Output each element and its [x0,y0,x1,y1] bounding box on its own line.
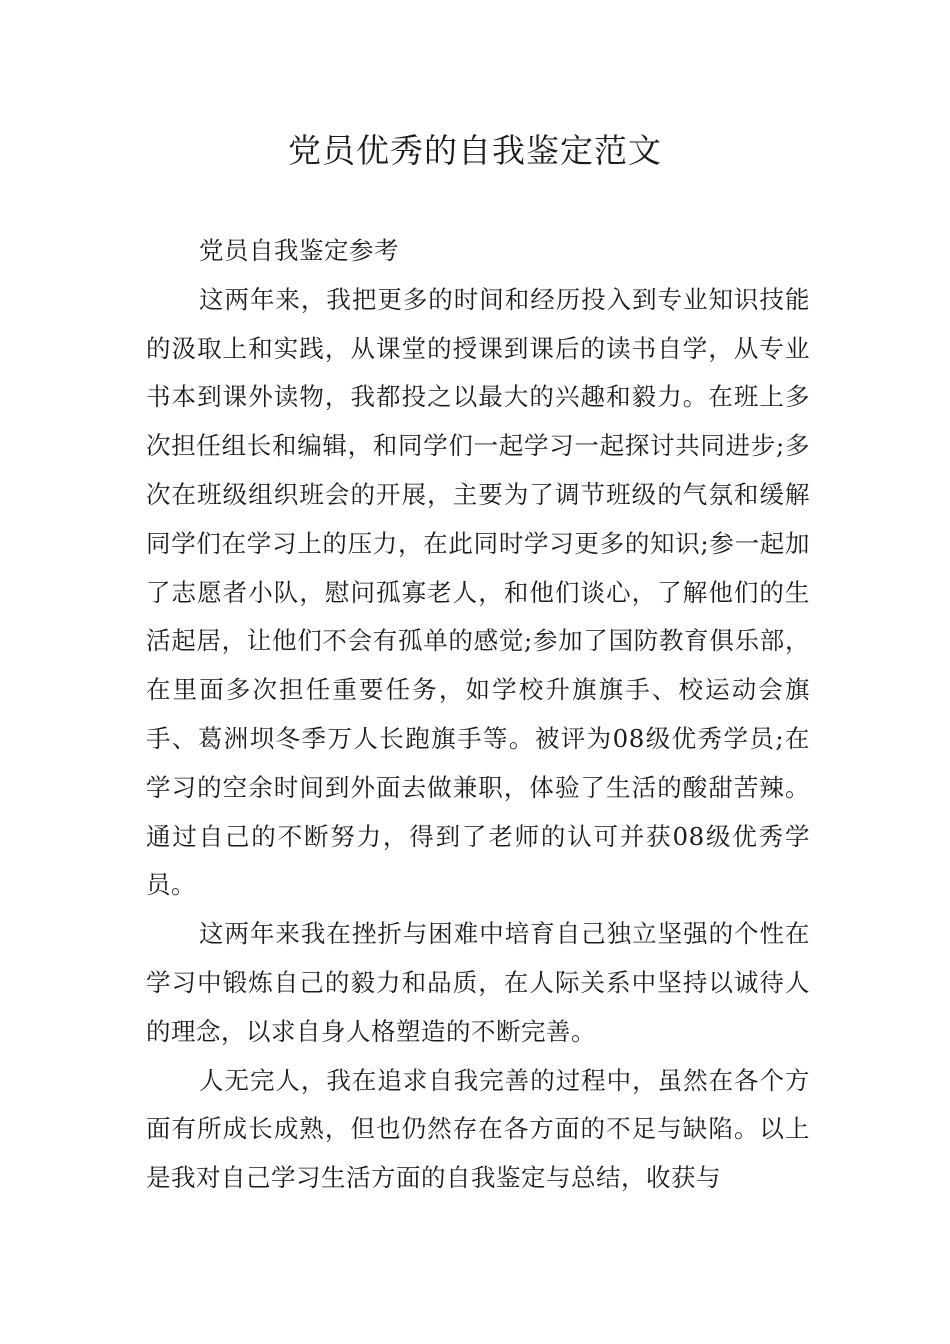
paragraph-2: 这两年来我在挫折与困难中培育自己独立坚强的个性在学习中锻炼自己的毅力和品质，在人际关系中坚持以诚待人的理念，以求自身人格塑造的不断完善。 [146,919,810,1046]
paragraph-3: 人无完人，我在追求自我完善的过程中，虽然在各个方面有所成长成熟，但也仍然存在各方面的不足与缺陷。以上是我对自己学习生活方面的自我鉴定与总结，收获与 [146,1065,810,1193]
document-body [146,227,810,1203]
paragraph-subtitle: 党员自我鉴定参考 [199,236,399,265]
document-title: 党员优秀的自我鉴定范文 [288,131,662,170]
paragraph-1: 这两年来，我把更多的时间和经历投入到专业知识技能的汲取上和实践，从课堂的授课到课后的读书自学，从专业书本到课外读物，我都投之以最大的兴趣和毅力。在班上多次担任组长和编辑，和同学们一起学习一起探讨共同进步;多次在班级组织班会的开展，主要为了调节班级的气氛和缓解同学们在学习上的压力，在此同时学习更多的知识;参一起加了志愿者小队，慰问孤寡老人，和他们谈心，了解他们的生活起居，让他们不会有孤单的感觉;参加了国防教育俱乐部，在里面多次担任重要任务，如学校升旗旗手、校运动会旗手、葛洲坝冬季万人长跑旗手等。被评为08级优秀学员;在学习的空余时间到外面去做兼职，体验了生活的酸甜苦辣。通过自己的不断努力，得到了老师的认可并获08级优秀学员。 [146,284,810,900]
